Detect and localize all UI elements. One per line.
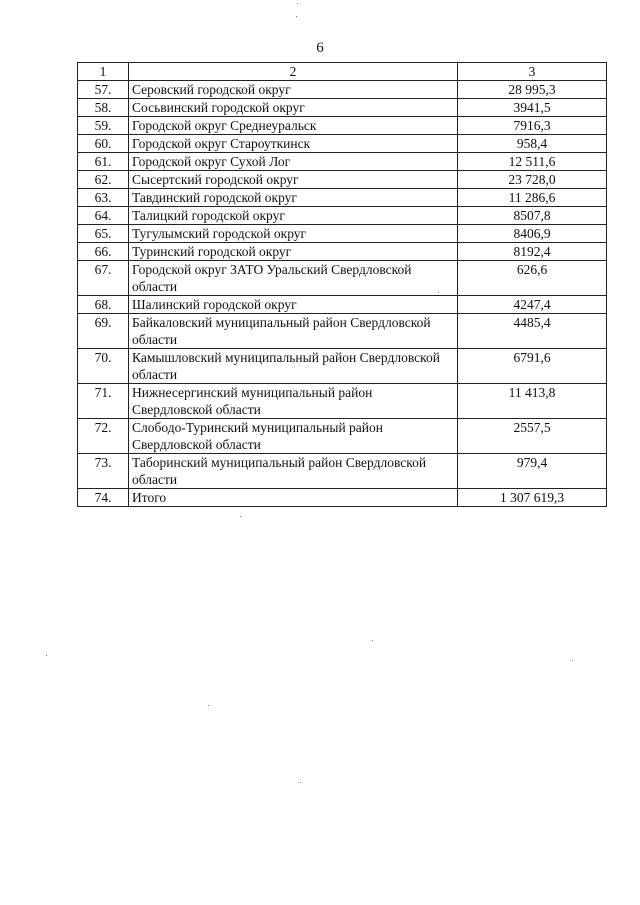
amount-value: 11 413,8 [458,384,607,419]
amount-value: 3941,5 [458,99,607,117]
table-row [78,81,607,99]
amount-value: 6791,6 [458,349,607,384]
amount-value: 626,6 [458,261,607,296]
table-row [78,419,607,454]
municipality-name: Городской округ Среднеуральск [129,117,458,135]
table-row [78,225,607,243]
row-number: 64. [78,207,129,225]
row-number: 68. [78,296,129,314]
table-row [78,243,607,261]
amount-value: 8507,8 [458,207,607,225]
municipality-name: Тугулымский городской округ [129,225,458,243]
amount-value: 2557,5 [458,419,607,454]
row-number: 70. [78,349,129,384]
table-row [78,117,607,135]
table-row [78,171,607,189]
amount-value: 958,4 [458,135,607,153]
row-number: 57. [78,81,129,99]
amount-value: 8192,4 [458,243,607,261]
row-number: 72. [78,419,129,454]
municipality-name: Городской округ Сухой Лог [129,153,458,171]
table-row [78,314,607,349]
column-header-name: 2 [129,63,458,81]
municipality-name: Сосьвинский городской округ [129,99,458,117]
row-number: 65. [78,225,129,243]
table-row [78,296,607,314]
table-row [78,207,607,225]
table-row [78,189,607,207]
row-number: 67. [78,261,129,296]
amount-value: 12 511,6 [458,153,607,171]
municipality-name: Слободо-Туринский муниципальный район Свердловской области [129,419,458,454]
row-number: 61. [78,153,129,171]
municipality-name: Городской округ Староуткинск [129,135,458,153]
amount-value: 4247,4 [458,296,607,314]
municipality-name: Серовский городской округ [129,81,458,99]
municipality-name: Таборинский муниципальный район Свердловской области [129,454,458,489]
amount-value: 979,4 [458,454,607,489]
row-number: 66. [78,243,129,261]
municipality-name: Сысертский городской округ [129,171,458,189]
column-header-value: 3 [458,63,607,81]
row-number: 60. [78,135,129,153]
table-row [78,153,607,171]
municipality-name: Нижнесергинский муниципальный район Свердловской области [129,384,458,419]
row-number: 58. [78,99,129,117]
table-row [78,454,607,489]
table-row [78,135,607,153]
total-value: 1 307 619,3 [458,489,607,507]
column-header-number: 1 [78,63,129,81]
table-row [78,384,607,419]
amount-value: 7916,3 [458,117,607,135]
amount-value: 28 995,3 [458,81,607,99]
municipality-name: Шалинский городской округ [129,296,458,314]
row-number: 74. [78,489,129,507]
row-number: 71. [78,384,129,419]
amount-value: 11 286,6 [458,189,607,207]
table-row [78,99,607,117]
total-label: Итого [129,489,458,507]
row-number: 63. [78,189,129,207]
row-number: 59. [78,117,129,135]
municipality-name: Камышловский муниципальный район Свердловской области [129,349,458,384]
amount-value: 23 728,0 [458,171,607,189]
allocation-table [77,62,607,507]
table-row [78,349,607,384]
amount-value: 4485,4 [458,314,607,349]
municipality-name: Тавдинский городской округ [129,189,458,207]
municipality-name: Байкаловский муниципальный район Свердловской области [129,314,458,349]
table-header-row [78,63,607,81]
row-number: 73. [78,454,129,489]
page-number: 6 [316,40,324,56]
municipality-name: Городской округ ЗАТО Уральский Свердловской области [129,261,458,296]
row-number: 69. [78,314,129,349]
municipality-name: Туринский городской округ [129,243,458,261]
table-row-total [78,489,607,507]
row-number: 62. [78,171,129,189]
table-row [78,261,607,296]
amount-value: 8406,9 [458,225,607,243]
municipality-name: Талицкий городской округ [129,207,458,225]
